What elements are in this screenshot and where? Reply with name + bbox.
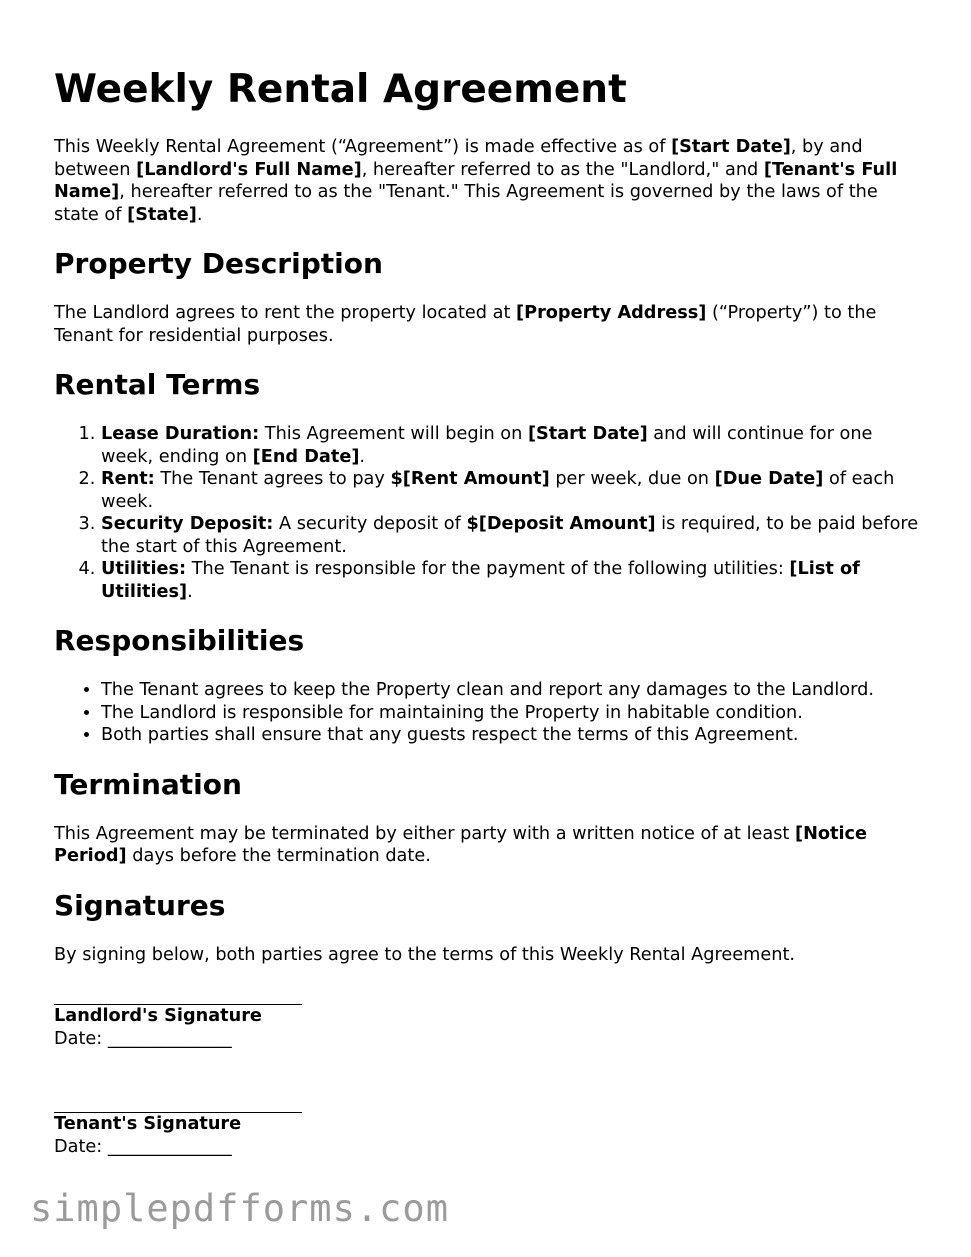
landlord-name-placeholder: [Landlord's Full Name] <box>136 159 362 180</box>
list-item: • Both parties shall ensure that any guests respect the terms of this Agreement. <box>101 724 920 747</box>
list-item: 3. Security Deposit: A security deposit of $[Deposit Amount] is required, to be paid before the start of this Agreement. <box>101 513 920 558</box>
property-heading: Property Description <box>54 247 383 280</box>
tenant-signature-block <box>54 1092 920 1158</box>
landlord-signature-label: Landlord's Signature <box>54 1006 262 1026</box>
list-item: 1. Lease Duration: This Agreement will begin on [Start Date] and will continue for one week, ending on [End Date]. <box>101 423 920 468</box>
list-item: • The Landlord is responsible for maintaining the Property in habitable condition. <box>101 702 920 725</box>
state-placeholder: [State] <box>127 204 197 225</box>
responsibilities-list <box>54 679 920 747</box>
landlord-date-line: Date: ______________ <box>54 1028 232 1049</box>
tenant-date-line: Date: ______________ <box>54 1136 232 1157</box>
list-item: 4. Utilities: The Tenant is responsible for the payment of the following utilities: [List of Utilities]. <box>101 558 920 603</box>
termination-heading: Termination <box>54 767 242 801</box>
rental-terms-heading: Rental Terms <box>54 368 261 401</box>
document-page <box>54 60 920 1158</box>
tenant-signature-label: Tenant's Signature <box>54 1114 242 1134</box>
list-item: 2. Rent: The Tenant agrees to pay $[Rent Amount] per week, due on [Due Date] of each week. <box>101 468 920 513</box>
notice-period-placeholder: [Notice Period] <box>54 823 868 866</box>
property-address-placeholder: [Property Address] <box>516 303 707 323</box>
tenant-signature-line <box>54 1092 302 1113</box>
intro-paragraph: This Weekly Rental Agreement (“Agreement”) is made effective as of [Start Date], by and between [Landlord's Full Name], hereafter referred to as the "Landlord," and [Tenant's Full Name], hereafter referred to as the "Tenant." This Agreement is governed by the laws of the state of [State]. <box>54 137 898 225</box>
signatures-paragraph: By signing below, both parties agree to the terms of this Weekly Rental Agreement. <box>54 944 796 965</box>
tenant-name-placeholder: [Tenant's Full Name] <box>54 159 898 202</box>
list-item: • The Tenant agrees to keep the Property clean and report any damages to the Landlord. <box>101 679 920 702</box>
property-paragraph: The Landlord agrees to rent the property located at [Property Address] (“Property”) to the Tenant for residential purposes. <box>54 303 877 346</box>
landlord-signature-line <box>54 984 302 1005</box>
rental-terms-list <box>54 423 920 603</box>
termination-paragraph: This Agreement may be terminated by either party with a written notice of at least [Notice Period] days before the termination date. <box>54 823 868 866</box>
responsibilities-heading: Responsibilities <box>54 624 305 657</box>
start-date-placeholder: [Start Date] <box>671 137 791 157</box>
landlord-signature-block <box>54 984 920 1050</box>
watermark: simplepdfforms.com <box>30 1187 449 1230</box>
document-title: Weekly Rental Agreement <box>54 67 627 112</box>
signatures-heading: Signatures <box>54 888 226 922</box>
